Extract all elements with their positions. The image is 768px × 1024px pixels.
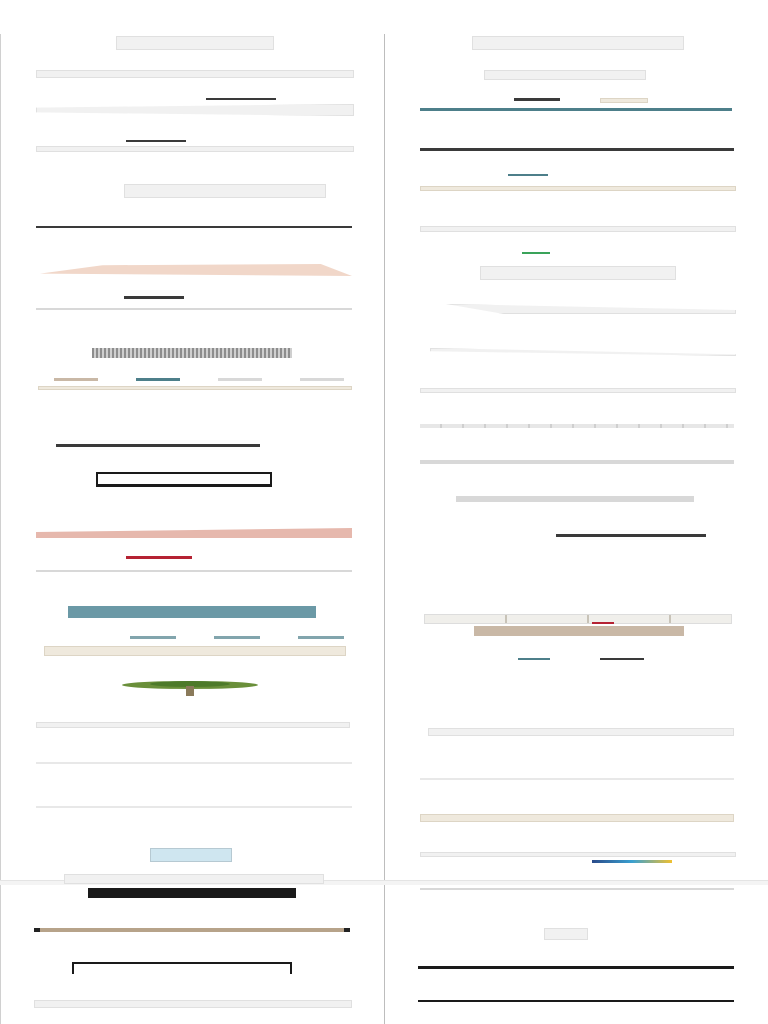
product-image	[428, 728, 734, 736]
product-image	[126, 556, 192, 559]
product-image	[206, 98, 276, 100]
product-image	[36, 528, 352, 538]
product-image	[72, 962, 292, 974]
product-image	[54, 378, 98, 381]
product-image	[36, 104, 354, 116]
product-image	[124, 184, 326, 198]
right-column	[386, 34, 768, 1024]
product-image	[34, 1000, 352, 1008]
product-image	[300, 378, 344, 381]
product-image	[88, 888, 296, 898]
product-image	[472, 36, 684, 50]
column-divider-lower	[384, 884, 385, 1024]
plant-image	[120, 678, 260, 696]
page-header	[0, 0, 768, 34]
left-column	[0, 34, 384, 1024]
product-image	[420, 778, 734, 780]
product-image	[474, 626, 684, 636]
product-image	[124, 296, 184, 299]
product-image	[420, 852, 736, 857]
product-image	[420, 108, 732, 111]
product-image	[600, 658, 644, 660]
product-image	[418, 966, 734, 969]
product-image	[480, 266, 676, 280]
product-image	[556, 534, 706, 537]
product-image	[116, 36, 274, 50]
product-image	[420, 148, 734, 151]
product-image	[36, 570, 352, 572]
product-image	[92, 348, 292, 358]
product-image	[424, 614, 732, 624]
product-image	[34, 928, 350, 932]
product-image	[522, 252, 550, 254]
product-image	[38, 386, 352, 390]
product-image	[36, 146, 354, 152]
product-image	[518, 658, 550, 660]
product-image	[298, 636, 344, 639]
product-image	[484, 70, 646, 80]
product-image	[36, 308, 352, 310]
product-image	[420, 424, 734, 428]
product-image	[130, 636, 176, 639]
product-image	[150, 848, 232, 862]
product-image	[218, 378, 262, 381]
product-image	[430, 348, 736, 356]
product-image	[544, 928, 588, 940]
product-image	[420, 814, 734, 822]
product-image	[36, 762, 352, 764]
product-image	[56, 444, 260, 447]
product-image	[508, 174, 548, 176]
product-image	[126, 140, 186, 142]
product-image	[514, 98, 560, 101]
product-image	[64, 874, 324, 884]
product-image	[36, 806, 352, 808]
product-image	[600, 98, 648, 103]
product-image	[446, 304, 736, 314]
product-image	[456, 496, 694, 502]
product-image	[420, 226, 736, 232]
product-image	[420, 460, 734, 464]
product-image	[40, 264, 352, 276]
product-image	[420, 388, 736, 393]
product-image	[44, 646, 346, 656]
product-image	[592, 622, 614, 624]
product-image	[96, 472, 272, 487]
product-image	[420, 888, 734, 890]
product-image	[592, 860, 672, 863]
column-divider	[384, 34, 385, 880]
product-image	[36, 70, 354, 78]
product-image	[136, 378, 180, 381]
product-image	[36, 722, 350, 728]
product-image	[214, 636, 260, 639]
product-image	[420, 186, 736, 191]
product-image	[68, 606, 316, 618]
product-image	[36, 226, 352, 228]
product-image	[418, 1000, 734, 1002]
